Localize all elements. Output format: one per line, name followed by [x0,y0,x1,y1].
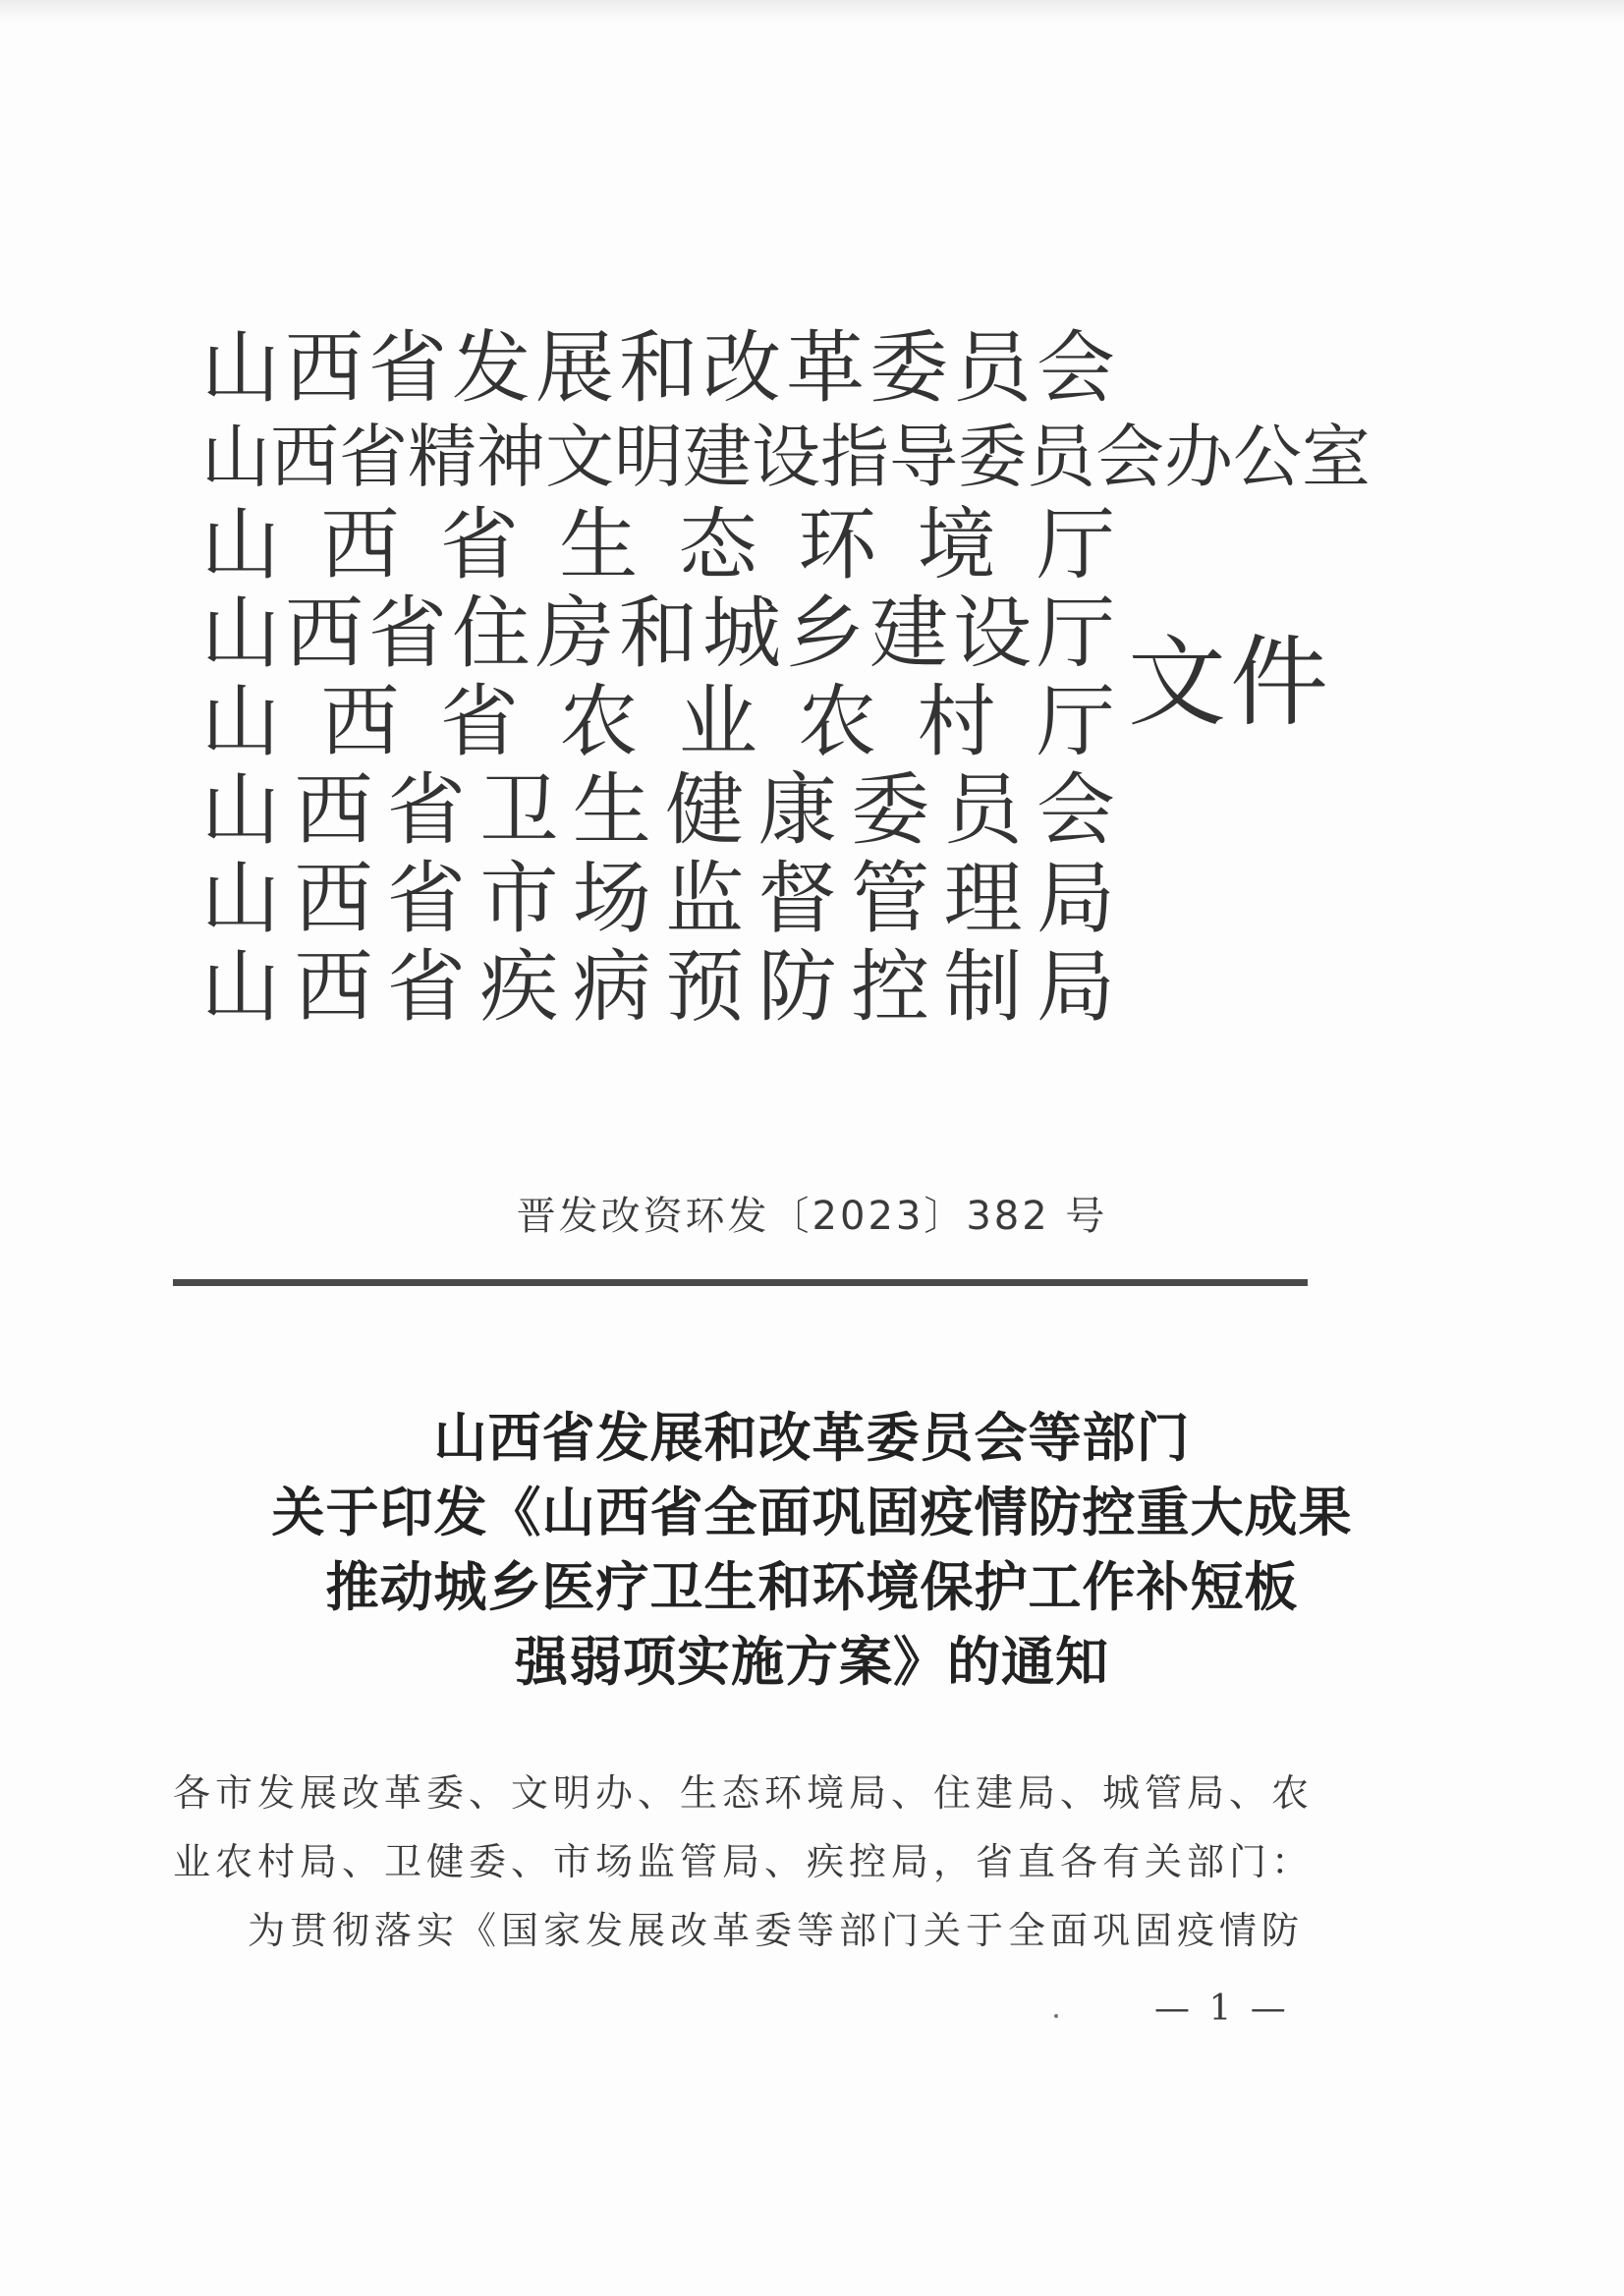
authority-line [201,766,1115,855]
authority-character: 省 [386,941,466,1033]
authority-character: 发 [452,322,531,414]
authority-character: 山 [201,941,280,1033]
document-suffix: 文件 [1128,625,1332,740]
authority-character: 住 [452,588,531,679]
authority-character: 农 [798,676,877,767]
authority-character: 建 [683,417,752,497]
authority-character: 展 [535,322,614,414]
authority-character: 山 [201,588,280,679]
authority-line [201,501,1115,589]
authority-character: 业 [678,676,757,767]
authority-line [201,413,1371,501]
authority-character: 疾 [479,941,559,1033]
authority-character: 西 [294,941,373,1033]
title-line: 推动城乡医疗卫生和环境保护工作补短板 [325,1555,1299,1618]
authority-character: 指 [820,417,889,497]
authority-character: 建 [869,588,948,679]
authority-character: 场 [572,853,651,944]
document-title [0,1400,1624,1699]
authority-character: 明 [614,417,683,497]
authority-line [201,589,1115,678]
authority-character: 预 [665,941,745,1033]
authority-line [201,943,1115,1032]
authority-character: 城 [702,588,781,679]
authority-character: 员 [1027,417,1095,497]
authority-character: 委 [958,417,1027,497]
authority-character: 房 [535,588,614,679]
authority-character: 导 [889,417,958,497]
title-line: 关于印发《山西省全面巩固疫情防控重大成果 [271,1481,1353,1543]
authority-character: 态 [678,499,757,590]
authority-character: 省 [386,853,466,944]
authority-character: 防 [757,941,837,1033]
authority-character: 西 [294,853,373,944]
document-number: 晋发改资环发〔2023〕382 号 [516,1194,1108,1239]
recipients-line: 业农村局、卫健委、市场监管局、疾控局，省直各有关部门： [173,1840,1315,1883]
authority-character: 督 [757,853,837,944]
authority-character: 改 [702,322,781,414]
authority-character: 办 [1164,417,1233,497]
authority-character: 西 [320,676,400,767]
scan-speck [1054,2014,1058,2018]
authority-character: 山 [201,499,280,590]
authority-character: 精 [408,417,476,497]
authority-character: 革 [786,322,865,414]
authority-character: 控 [851,941,930,1033]
authority-character: 生 [559,499,639,590]
authority-character: 环 [798,499,877,590]
authority-character: 厅 [1036,676,1115,767]
authority-character: 厅 [1036,499,1115,590]
authority-character: 设 [752,417,820,497]
recipients-line: 各市发展改革委、文明办、生态环境局、住建局、城管局、农 [173,1771,1315,1815]
body-paragraph-line: 为贯彻落实《国家发展改革委等部门关于全面巩固疫情防 [248,1909,1305,1952]
authority-character: 局 [1036,853,1115,944]
authority-character: 公 [1233,417,1302,497]
authority-character: 山 [201,676,280,767]
authority-character: 设 [953,588,1032,679]
scan-edge-shading [0,0,1624,22]
authority-character: 生 [572,764,651,856]
authority-character: 山 [201,417,270,497]
authority-character: 监 [665,853,745,944]
authority-character: 理 [943,853,1023,944]
authority-line [201,324,1115,413]
authority-character: 省 [368,588,447,679]
authority-character: 村 [917,676,996,767]
title-line: 强弱项实施方案》的通知 [515,1630,1109,1693]
authority-character: 省 [386,764,466,856]
authority-character: 西 [285,322,364,414]
authority-character: 省 [439,676,519,767]
authority-character: 乡 [786,588,865,679]
authority-character: 省 [368,322,447,414]
authority-character: 员 [953,322,1032,414]
authority-character: 山 [201,322,280,414]
authority-character: 健 [665,764,745,856]
authority-character: 员 [943,764,1023,856]
authority-character: 境 [917,499,996,590]
authority-character: 厅 [1036,588,1115,679]
authority-character: 室 [1302,417,1371,497]
authority-character: 山 [201,764,280,856]
authority-character: 局 [1036,941,1115,1033]
authority-character: 神 [476,417,545,497]
authority-character: 管 [851,853,930,944]
authority-character: 康 [757,764,837,856]
authority-character: 委 [851,764,930,856]
authority-character: 会 [1036,764,1115,856]
authority-character: 省 [439,499,519,590]
title-line: 山西省发展和改革委员会等部门 [433,1406,1191,1469]
authority-character: 文 [545,417,614,497]
authority-character: 会 [1036,322,1115,414]
header-divider [173,1279,1308,1286]
authority-character: 市 [479,853,559,944]
page-number: — 1 — [1154,1988,1290,2029]
authority-character: 省 [339,417,408,497]
authority-character: 委 [869,322,948,414]
authority-character: 和 [619,588,698,679]
authority-character: 病 [572,941,651,1033]
authority-character: 农 [559,676,639,767]
authority-character: 卫 [479,764,559,856]
authority-character: 西 [294,764,373,856]
authority-line [201,855,1115,943]
authority-character: 西 [285,588,364,679]
authority-character: 山 [201,853,280,944]
document-body [173,1759,1322,1965]
authority-line [201,678,1115,766]
authority-character: 西 [270,417,339,497]
authority-character: 制 [943,941,1023,1033]
authority-character: 和 [619,322,698,414]
authority-character: 会 [1095,417,1164,497]
authority-character: 西 [320,499,400,590]
